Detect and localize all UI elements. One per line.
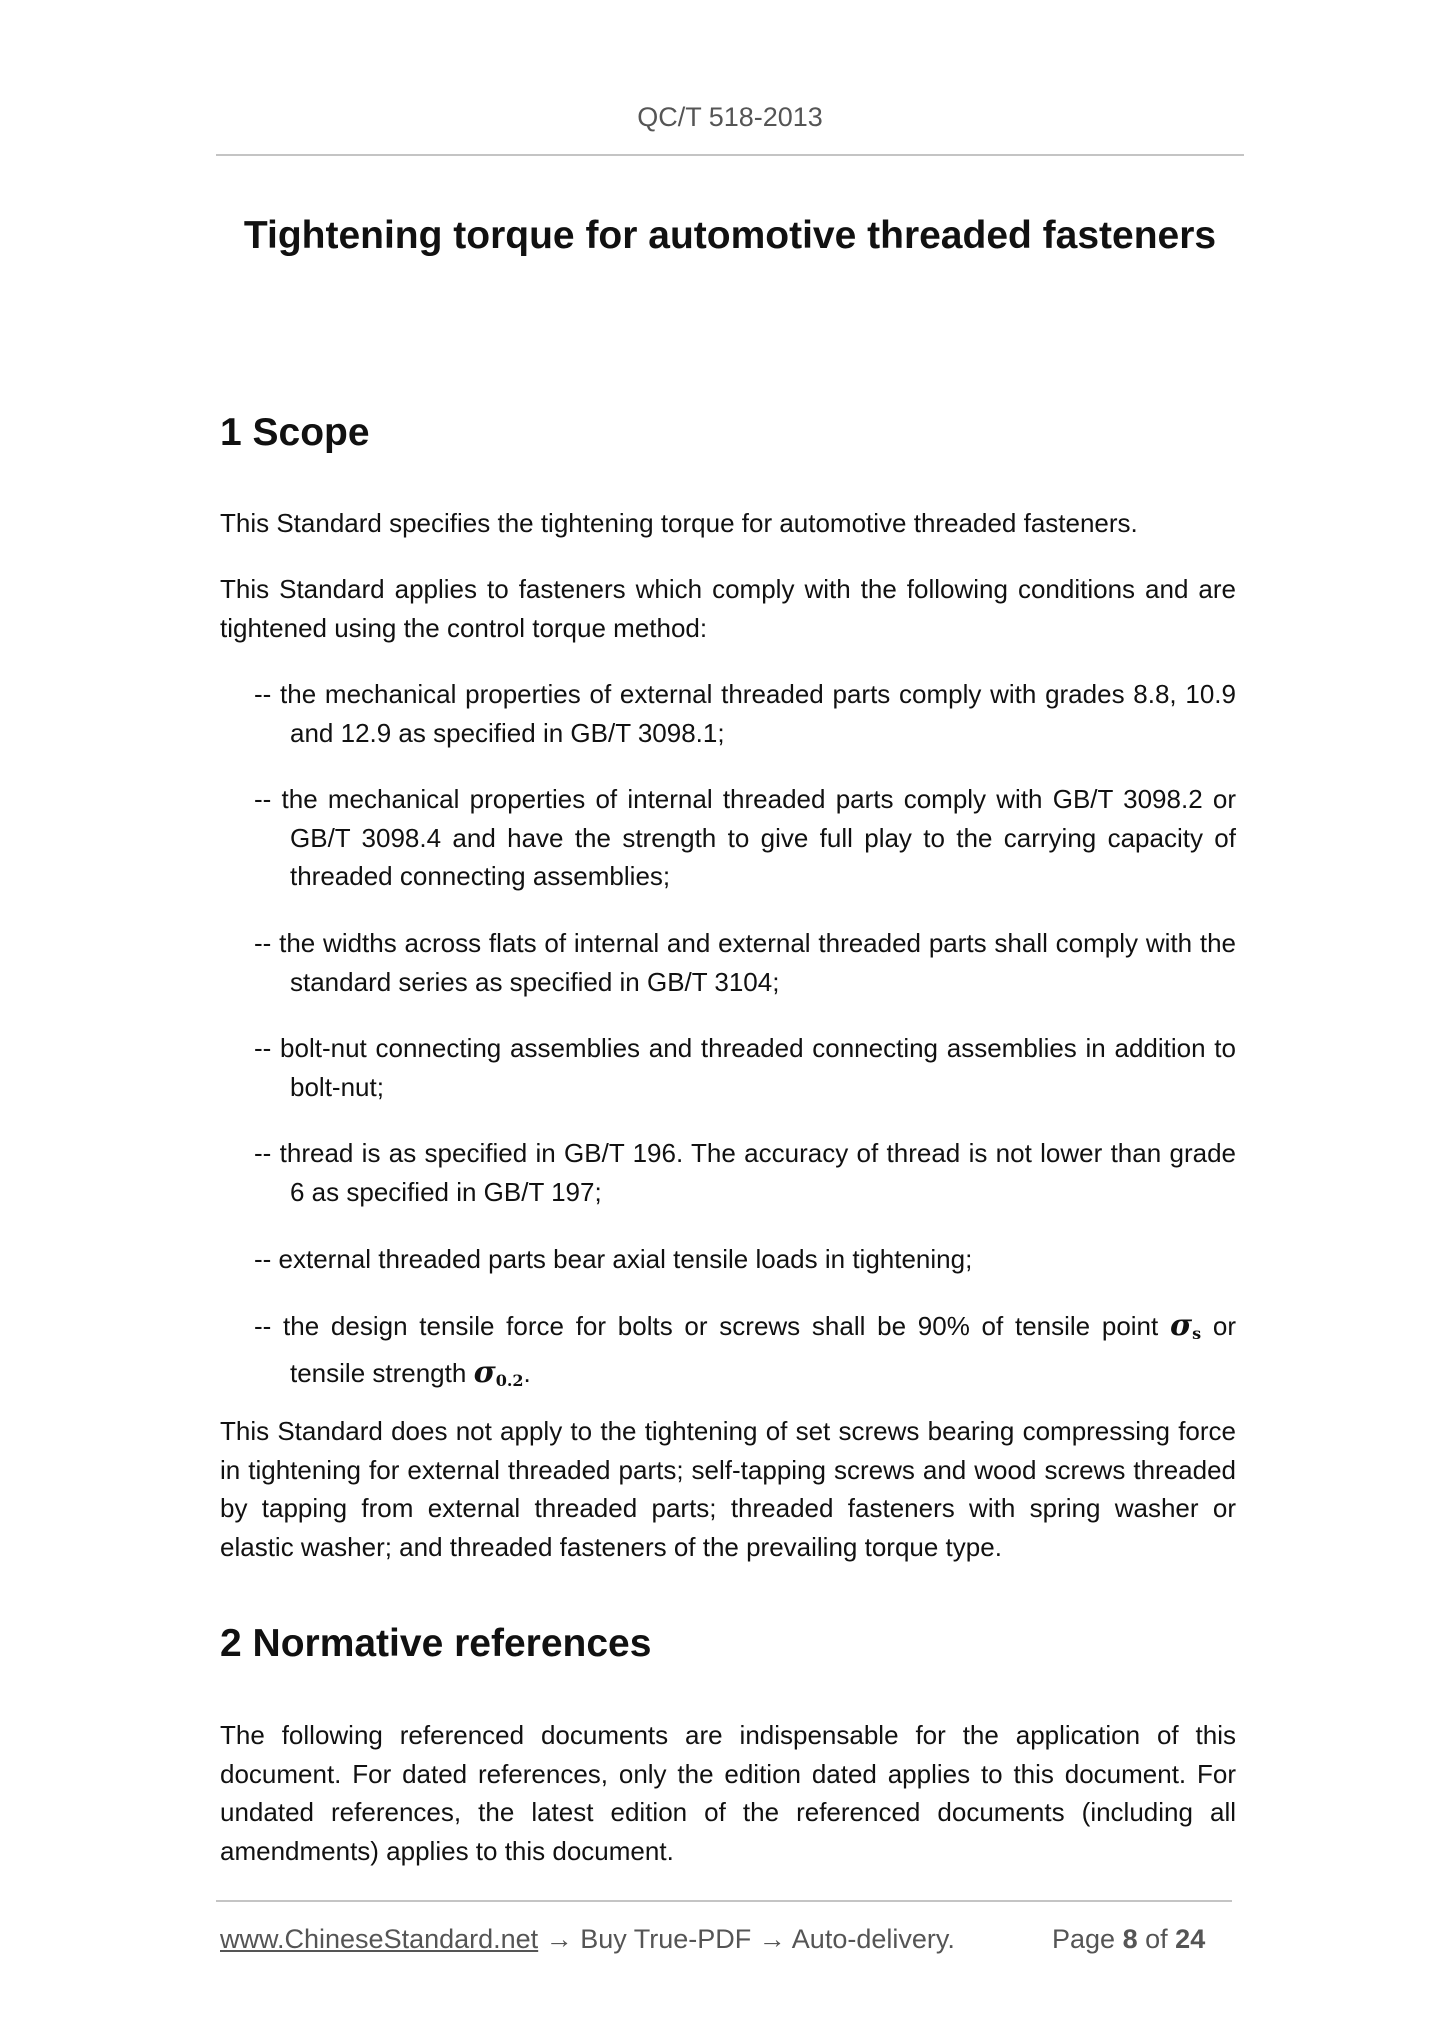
scope-bullet: -- bolt-nut connecting assemblies and threaded connecting assemblies in addition to bolt-nut; bbox=[254, 1033, 1236, 1102]
scope-paragraph-1: This Standard specifies the tightening torque for automotive threaded fasteners. bbox=[220, 508, 1138, 538]
page-current: 8 bbox=[1122, 1924, 1138, 1954]
document-title: Tightening torque for automotive threaded fasteners bbox=[243, 214, 1217, 257]
page-counter bbox=[1052, 1924, 1205, 1955]
tensile-text-mid: or tensile strength bbox=[290, 1311, 1236, 1388]
tensile-text-before: -- the design tensile force for bolts or screws shall be 90% of tensile point bbox=[254, 1311, 1159, 1341]
scope-bullet-tensile: -- the design tensile force for bolts or screws shall be 90% of tensile point $\sigma_s$ or tensile strength $\sigma_{0.2}$. bbox=[254, 1308, 1236, 1390]
page-label: Page bbox=[1052, 1924, 1116, 1954]
scope-bullet: -- the mechanical properties of internal threaded parts comply with GB/T 3098.2 or GB/T 3098.4 and have the strength to give full play to the carrying capacity of threaded connecting assemblies; bbox=[254, 784, 1236, 891]
scope-bullet: -- the widths across flats of internal and external threaded parts shall comply with the standard series as specified in GB/T 3104; bbox=[254, 928, 1236, 997]
scope-paragraph-3: This Standard does not apply to the tightening of set screws bearing compressing force in tightening for external threaded parts; self-tapping screws and wood screws threaded by tapping from external threaded parts; threaded fasteners with spring washer or elastic washer; and threaded fasteners of the prevailing torque type. bbox=[220, 1416, 1236, 1562]
website-link[interactable]: www.ChineseStandard.net bbox=[220, 1924, 539, 1954]
scope-paragraph-2: This Standard applies to fasteners which comply with the following conditions and are tightened using the control torque method: bbox=[220, 574, 1236, 643]
scope-bullet: -- thread is as specified in GB/T 196. The accuracy of thread is not lower than grade 6 as specified in GB/T 197; bbox=[254, 1138, 1236, 1207]
buy-true-pdf-text: Buy True-PDF bbox=[580, 1924, 752, 1954]
page-total: 24 bbox=[1175, 1924, 1206, 1954]
footer-left bbox=[220, 1924, 955, 1955]
scope-bullet: -- external threaded parts bear axial tensile loads in tightening; bbox=[254, 1244, 973, 1274]
normative-references-paragraph: The following referenced documents are indispensable for the application of this document. For dated references, only the edition dated applies to this document. For undated references, the latest edition of the referenced documents (including all amendments) applies to this document. bbox=[220, 1720, 1236, 1866]
sigma-s-symbol: $\sigma_s$ bbox=[1169, 1308, 1202, 1343]
header-rule bbox=[216, 154, 1244, 156]
arrow-right-icon: → bbox=[758, 1924, 786, 1954]
page-of: of bbox=[1145, 1924, 1168, 1954]
footer-rule bbox=[216, 1900, 1232, 1902]
scope-bullet: -- the mechanical properties of external threaded parts comply with grades 8.8, 10.9 and 12.9 as specified in GB/T 3098.1; bbox=[254, 679, 1236, 748]
sigma-02-symbol: $\sigma_{0.2}$ bbox=[473, 1354, 524, 1390]
section-2-heading: 2 Normative references bbox=[220, 1622, 652, 1665]
auto-delivery-text: Auto-delivery. bbox=[791, 1924, 955, 1954]
arrow-right-icon: → bbox=[545, 1924, 573, 1954]
header-doc-code: QC/T 518-2013 bbox=[637, 102, 823, 132]
section-1-heading: 1 Scope bbox=[220, 411, 370, 454]
